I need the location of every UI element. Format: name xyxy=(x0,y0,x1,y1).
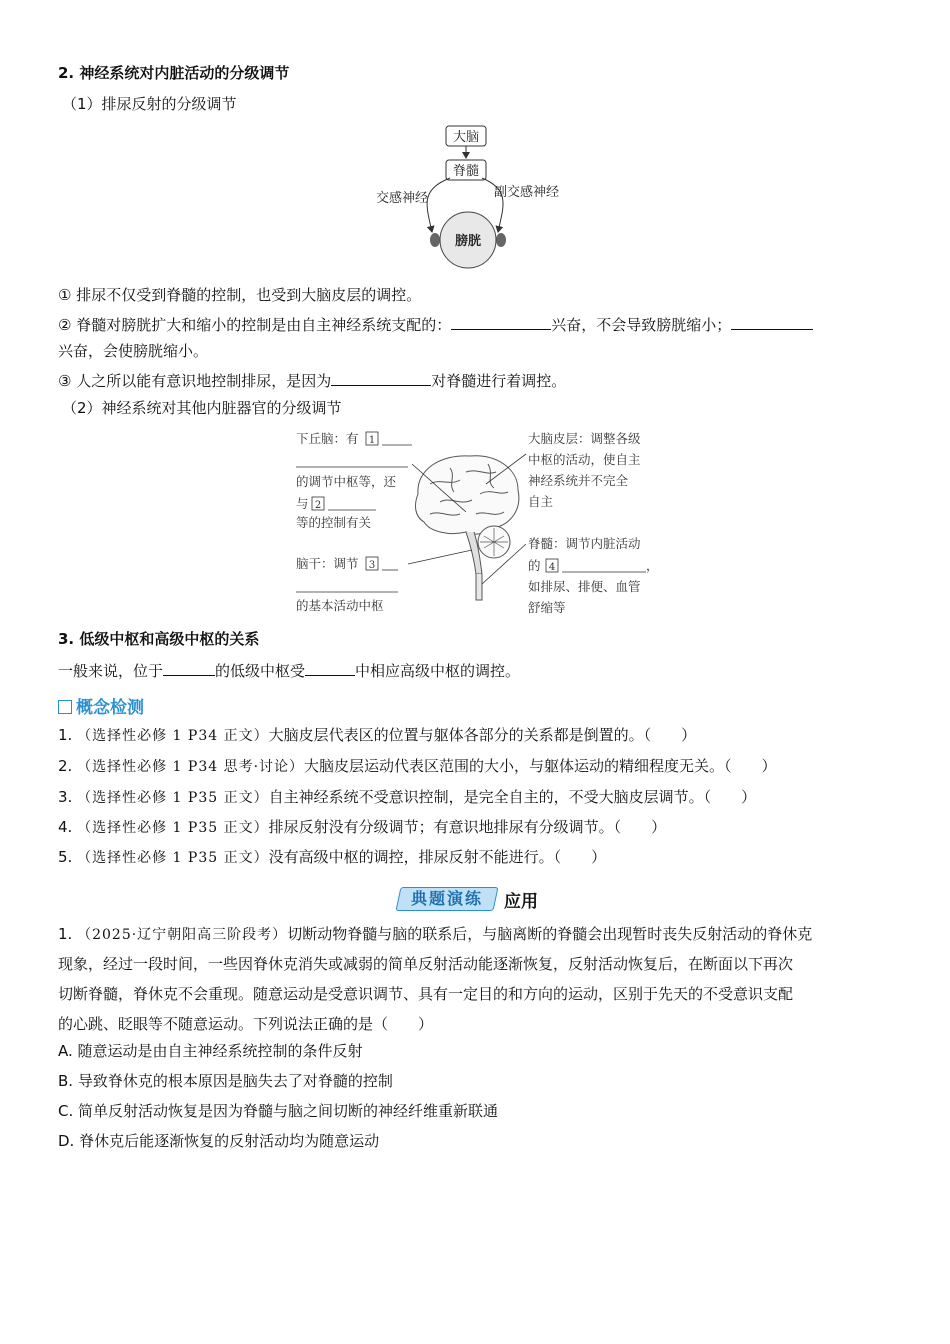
blank-1[interactable] xyxy=(451,313,551,330)
spinal-label: 脊髓 xyxy=(452,164,480,179)
concept-item: 2. （选择性必修 1 P34 思考·讨论）大脑皮层运动代表区范围的大小，与躯体运动的精细程度无关。（ ） xyxy=(58,757,777,775)
question-1-line-2: 现象，经过一段时间，一些因脊休克消失或减弱的简单反射活动能逐渐恢复，反射活动恢复后，在断面以下再次 xyxy=(58,955,794,973)
s3-part-2: 的低级中枢受 xyxy=(215,662,306,680)
svg-text:舒缩等: 舒缩等 xyxy=(528,600,566,615)
option-a[interactable]: A. 随意运动是由自主神经系统控制的条件反射 xyxy=(58,1042,363,1060)
svg-text:脊髓：调节内脏活动: 脊髓：调节内脏活动 xyxy=(528,536,641,551)
svg-text:4: 4 xyxy=(548,562,556,573)
section-2-heading: 2. 神经系统对内脏活动的分级调节 xyxy=(58,64,290,82)
svg-text:1: 1 xyxy=(368,435,376,446)
svg-text:自主: 自主 xyxy=(528,494,554,509)
svg-text:2: 2 xyxy=(314,500,322,511)
point-3-part-b: 对脊髓进行着调控。 xyxy=(431,372,567,390)
parasympathetic-label: 副交感神经 xyxy=(494,185,560,200)
blank-2[interactable] xyxy=(731,313,813,330)
section-3-text xyxy=(58,659,520,682)
square-icon xyxy=(58,700,72,714)
svg-text:，: ， xyxy=(646,558,659,573)
question-1-line-1: 1. （2025·辽宁朝阳高三阶段考）切断动物脊髓与脑的联系后，与脑离断的脊髓会出现暂时丧失反射活动的脊休克 xyxy=(58,925,813,943)
concept-item: 1. （选择性必修 1 P34 正文）大脑皮层代表区的位置与躯体各部分的关系都是倒置的。（ ） xyxy=(58,726,697,744)
option-d[interactable]: D. 脊休克后能逐渐恢复的反射活动均为随意运动 xyxy=(58,1132,380,1150)
blank-4[interactable] xyxy=(163,659,215,676)
point-2 xyxy=(58,313,813,336)
point-3-part-a: ③ 人之所以能有意识地控制排尿，是因为 xyxy=(58,372,332,390)
subheading-urination: （1）排尿反射的分级调节 xyxy=(62,95,237,113)
practice-banner xyxy=(398,886,538,912)
concept-item: 4. （选择性必修 1 P35 正文）排尿反射没有分级调节；有意识地排尿有分级调节。（ ） xyxy=(58,818,667,836)
point-2-cont: 兴奋，会使膀胱缩小。 xyxy=(58,342,209,360)
svg-text:神经系统并不完全: 神经系统并不完全 xyxy=(528,473,629,488)
practice-chip: 典题演练 xyxy=(395,887,498,911)
svg-text:脑干：调节: 脑干：调节 xyxy=(296,556,359,571)
concept-check-title: 概念检测 xyxy=(58,693,144,718)
practice-banner-tail: 应用 xyxy=(504,891,539,912)
option-b[interactable]: B. 导致脊休克的根本原因是脑失去了对脊髓的控制 xyxy=(58,1072,393,1090)
sympathetic-label: 交感神经 xyxy=(376,191,429,206)
point-2-part-b: 兴奋，不会导致膀胱缩小； xyxy=(551,316,732,334)
point-2-part-a: ② 脊髓对膀胱扩大和缩小的控制是由自主神经系统支配的： xyxy=(58,316,452,334)
question-1-line-4: 的心跳、眨眼等不随意运动。下列说法正确的是（ ） xyxy=(58,1015,434,1033)
brain-diagram xyxy=(290,424,670,620)
concept-item: 3. （选择性必修 1 P35 正文）自主神经系统不受意识控制，是完全自主的，不受大脑皮层调节。（ ） xyxy=(58,788,757,806)
section-3-heading: 3. 低级中枢和高级中枢的关系 xyxy=(58,630,260,648)
bladder-label: 膀胱 xyxy=(454,234,482,249)
question-1-line-3: 切断脊髓，脊休克不会重现。随意运动是受意识调节、具有一定目的和方向的运动，区别于先天的不受意识支配 xyxy=(58,985,794,1003)
s3-part-3: 中相应高级中枢的调控。 xyxy=(355,662,521,680)
svg-text:的基本活动中枢: 的基本活动中枢 xyxy=(296,598,384,613)
svg-text:与: 与 xyxy=(296,496,309,511)
point-3 xyxy=(58,369,566,392)
svg-text:3: 3 xyxy=(368,560,376,571)
blank-5[interactable] xyxy=(305,659,355,676)
s3-part-1: 一般来说，位于 xyxy=(58,662,164,680)
blank-3[interactable] xyxy=(331,369,431,386)
subheading-other-organs: （2）神经系统对其他内脏器官的分级调节 xyxy=(62,399,342,417)
svg-text:的调节中枢等，还: 的调节中枢等，还 xyxy=(296,474,397,489)
concept-item: 5. （选择性必修 1 P35 正文）没有高级中枢的调控，排尿反射不能进行。（ ） xyxy=(58,848,607,866)
svg-text:如排尿、排便、血管: 如排尿、排便、血管 xyxy=(528,579,641,594)
brain-illustration xyxy=(416,456,519,600)
svg-text:大脑皮层：调整各级: 大脑皮层：调整各级 xyxy=(528,431,641,446)
point-1: ① 排尿不仅受到脊髓的控制，也受到大脑皮层的调控。 xyxy=(58,286,422,304)
option-c[interactable]: C. 简单反射活动恢复是因为脊髓与脑之间切断的神经纤维重新联通 xyxy=(58,1102,499,1120)
svg-text:等的控制有关: 等的控制有关 xyxy=(296,515,372,530)
svg-text:下丘脑：有: 下丘脑：有 xyxy=(296,431,359,446)
svg-text:的: 的 xyxy=(528,558,541,573)
brain-label: 大脑 xyxy=(452,130,480,145)
svg-text:中枢的活动，使自主: 中枢的活动，使自主 xyxy=(528,452,641,467)
urination-diagram xyxy=(370,120,580,280)
